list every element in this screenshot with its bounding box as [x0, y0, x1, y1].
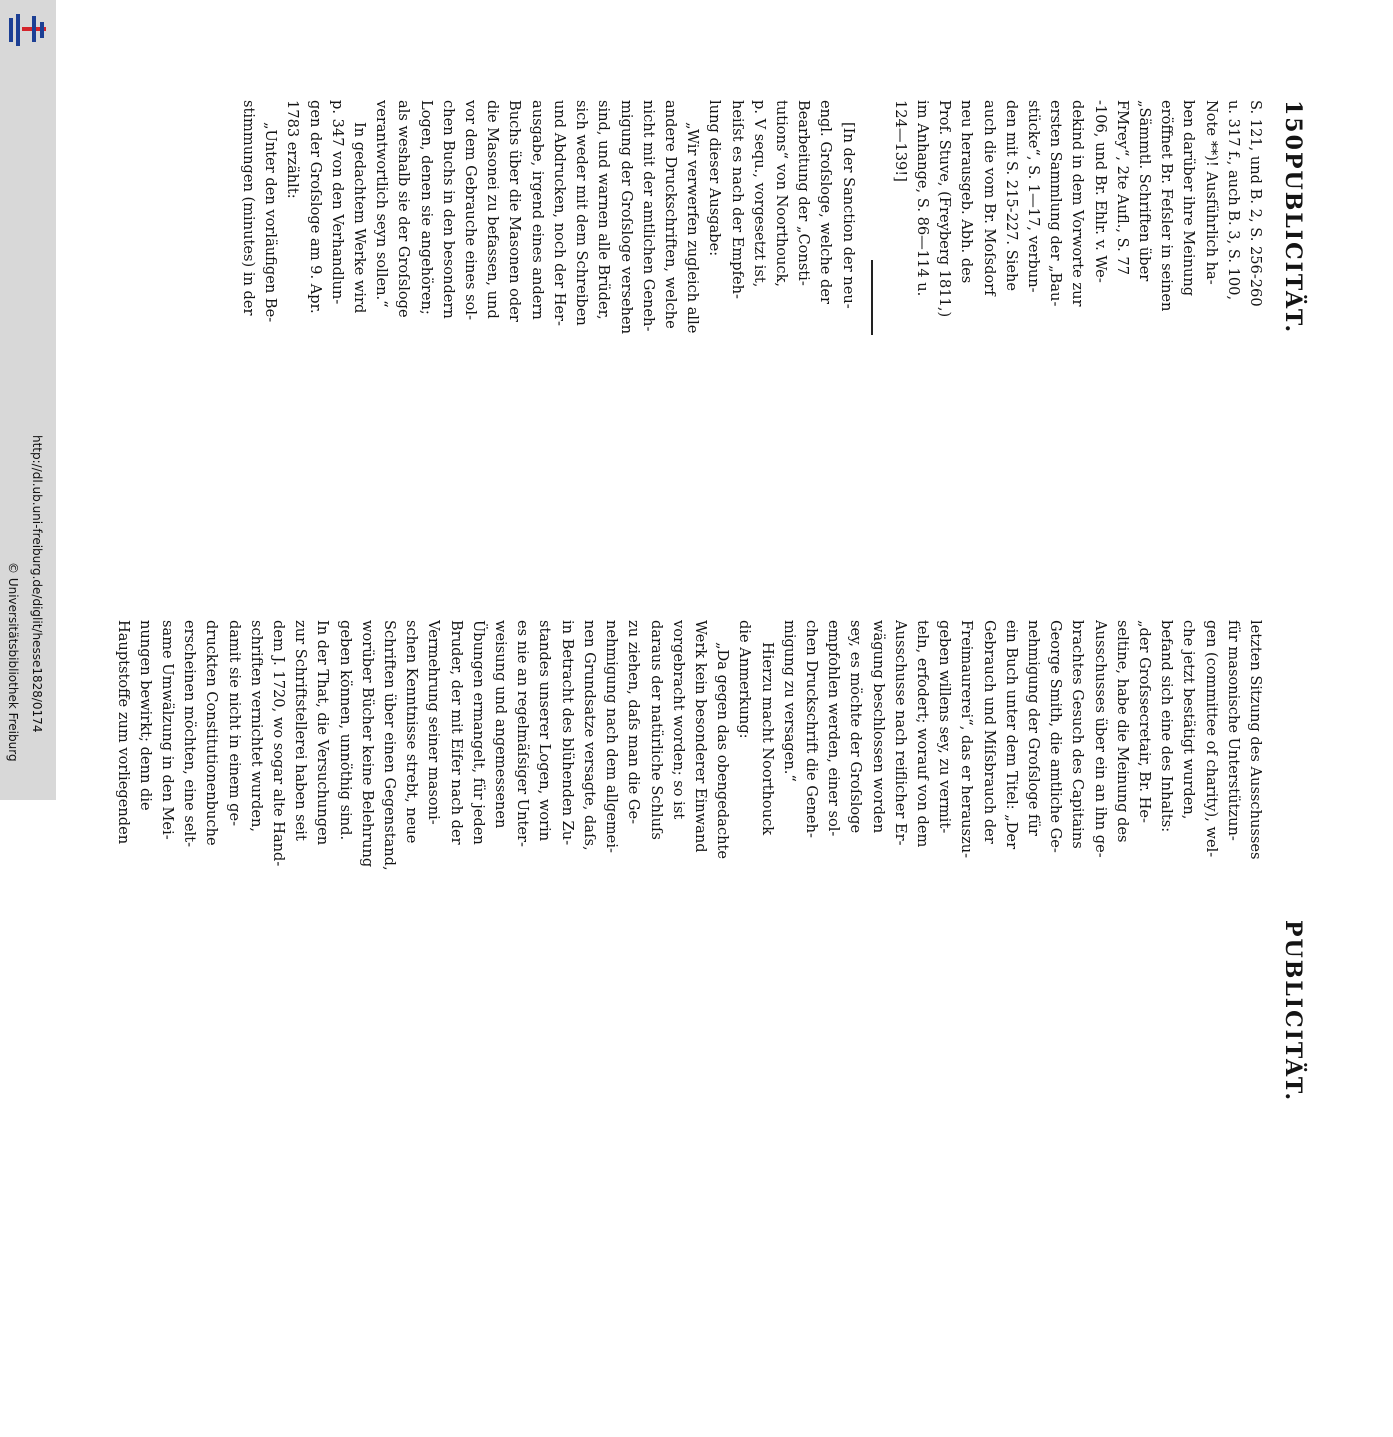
text-line: Freimaurerei“, das er herauszu- [958, 620, 976, 859]
running-header-right: PUBLICITÄT. [1280, 920, 1306, 1103]
text-line: heiſst es nach der Empfeh- [728, 100, 746, 299]
text-line: p. V sequ., vorgesetzt ist, [750, 100, 768, 288]
text-line: Note **)! Ausführlich ha- [1202, 100, 1220, 285]
left-column-paragraph [889, 100, 1266, 605]
text-line: geben können, unnöthig sind. [336, 620, 354, 841]
text-line: tutions“ von Noorthouck, [772, 100, 790, 288]
text-line: Logen, denen sie angehören; [417, 100, 435, 315]
text-line: „der Groſssecretair, Br. He- [1135, 620, 1153, 823]
text-line: Ausschusse nach reiflicher Er- [891, 620, 909, 846]
text-line: dem J. 1720, wo sogar alte Hand- [270, 620, 288, 867]
text-line: chen Buchs in den besondern [439, 100, 457, 319]
text-line: druckten Constitutionenbuche [203, 620, 221, 846]
text-line: im Anhange, S. 86—114 u. [913, 100, 931, 297]
text-line: empfohlen werden, einer sol- [825, 620, 843, 837]
text-line: -106, und Br. Ehlr. v. We- [1091, 100, 1109, 283]
text-line: verantwortlich seyn sollen.“ [373, 100, 391, 308]
text-line: Werk kein besonderer Einwand [691, 620, 709, 853]
text-line: In gedachtem Werke wird [351, 122, 369, 314]
text-line: worüber Bücher keine Belehrung [358, 620, 376, 868]
text-line: neu herausgeb. Abh. des [958, 100, 976, 284]
text-line: in Betracht des blühenden Zu- [558, 620, 576, 846]
text-line: die Anmerkung: [736, 620, 754, 739]
text-line: 124—139!] [891, 100, 909, 182]
document-url[interactable]: http://dl.ub.uni-freiburg.de/diglit/hesse1828/0174 [30, 435, 44, 733]
text-line: gen (committee of charity), wel- [1202, 620, 1220, 858]
text-column-left [237, 100, 1266, 605]
text-line: die Masonei zu befassen, und [484, 100, 502, 319]
text-line: S. 121, und B. 2, S. 256-260 [1247, 100, 1264, 307]
text-line: als weshalb sie der Groſsloge [395, 100, 413, 318]
text-line: sich weder mit dem Schreiben [573, 100, 591, 326]
scanned-page-viewer[interactable] [56, 0, 1393, 1103]
text-line: teln, erfodert; worauf von dem [913, 620, 931, 848]
text-line: schen Kenntnisse strebt, neue [403, 620, 421, 844]
text-line: stimmungen (minutes) in der [240, 100, 258, 316]
text-line: [In der Sanction der neu- [839, 122, 857, 309]
text-line: Bruder, der mit Eifer nach der [447, 620, 465, 845]
text-line: lung dieser Ausgabe: [706, 100, 724, 257]
text-line: migung der Groſsloge versehen [617, 100, 635, 335]
text-line: stücke“, S. 1—17, verbun- [1024, 100, 1042, 293]
copyright-notice: © Universitätsbibliothek Freiburg [6, 562, 20, 762]
text-line: Gebrauch und Miſsbrauch der [980, 620, 998, 844]
text-line: standes unserer Logen, worin [536, 620, 554, 842]
text-line: „Sämmtl. Schriften über [1135, 100, 1153, 282]
text-line: sey, es möchte der Groſsloge [847, 620, 865, 834]
text-line: nen Grundsatze versagte, daſs, [580, 620, 598, 851]
section-divider [871, 260, 873, 335]
text-line: Ausschusses über ein an ihn ge- [1091, 620, 1109, 858]
text-line: erscheinen möchten, eine selt- [181, 620, 199, 847]
text-line: daraus der natürliche Schluſs [647, 620, 665, 840]
text-line: ein Buch unter dem Titel: „Der [1002, 620, 1020, 850]
text-line: brachtes Gesuch des Capitains [1069, 620, 1087, 849]
text-line: Buchs über die Masonen oder [506, 100, 524, 322]
text-line: Bearbeitung der „Consti- [795, 100, 813, 286]
text-line: weisung und angemessenen [492, 620, 510, 829]
text-line: 1783 erzählt: [284, 100, 302, 199]
text-line: Vermehrung seiner masoni- [425, 620, 443, 825]
text-line: FMrey“, 2te Aufl., S. 77 [1113, 100, 1131, 276]
text-line: für masonische Unterstützun- [1224, 620, 1242, 841]
right-column-text [111, 620, 1266, 1125]
text-line: Prof. Stuve, (Freyberg 1811,) [936, 100, 954, 318]
text-line: vor dem Gebrauche eines sol- [462, 100, 480, 321]
text-line: nehmigung der Groſsloge für [1024, 620, 1042, 836]
text-line: seltine, habe die Meinung des [1113, 620, 1131, 843]
text-line: auch die vom Br. Moſsdorf [980, 100, 998, 296]
text-line: sind, und warnen alle Brüder, [595, 100, 613, 320]
text-line: andere Druckschriften, welche [661, 100, 679, 329]
text-column-right [111, 620, 1266, 1125]
text-line: schriften vernichtet wurden, [247, 620, 265, 833]
text-line: u. 317 f., auch B. 3, S. 100, [1224, 100, 1242, 301]
text-line: ben darüber ihre Meinung [1180, 100, 1198, 297]
text-line: zu ziehen, daſs man die Ge- [625, 620, 643, 825]
text-line: ersten Sammlung der „Bau- [1047, 100, 1065, 307]
text-line: Übungen ermangelt, für jeden [469, 620, 487, 845]
text-line: engl. Groſsloge, welche der [817, 100, 835, 304]
text-line: und Abdrucken, noch der Her- [550, 100, 568, 326]
text-line: „Unter den vorläufigen Be- [262, 122, 280, 323]
text-line: „Da gegen das obengedachte [714, 642, 732, 860]
text-line: zur Schriftstellerei haben seit [292, 620, 310, 841]
text-line: dekind in dem Vorworte zur [1069, 100, 1087, 307]
text-line: George Smith, die amtliche Ge- [1047, 620, 1065, 853]
text-line: chen Druckschrift die Geneh- [802, 620, 820, 838]
page-number: 150 [1280, 100, 1306, 152]
text-line: same Umwälzung in den Mei- [159, 620, 177, 840]
text-line: eröffnet Br. Feſsler in seinen [1158, 100, 1176, 312]
text-line: nehmigung nach dem allgemei- [603, 620, 621, 853]
text-line: wägung beschlossen worden [869, 620, 887, 834]
text-line: es nie an regelmäſsiger Unter- [514, 620, 532, 847]
scanned-page [0, 100, 1308, 1437]
text-line: migung zu versagen.“ [780, 620, 798, 782]
text-line: ausgabe, irgend eines andern [528, 100, 546, 320]
text-line: gen der Groſsloge am 9. Apr. [306, 100, 324, 314]
text-line: nicht mit der amtlichen Geneh- [639, 100, 657, 332]
text-line: Schriften über einen Gegenstand, [381, 620, 399, 871]
left-column-section [237, 100, 859, 605]
running-header-left: PUBLICITÄT. [1280, 152, 1306, 335]
text-line: che jetzt bestätigt wurden, [1180, 620, 1198, 820]
text-line: geben willens sey, zu vermit- [936, 620, 954, 834]
text-line: Hauptstoffe zum vorliegenden [114, 620, 132, 845]
text-line: In der That, die Versuchungen [314, 620, 332, 846]
text-line: p. 347 von den Verhandlun- [328, 100, 346, 305]
text-line: damit sie nicht in einem ge- [225, 620, 243, 827]
text-line: nungen bewirkt; denn die [136, 620, 154, 811]
text-line: vorgebracht worden; so ist [669, 620, 687, 820]
text-line: letzten Sitzung des Ausschusses [1247, 620, 1264, 860]
text-line: Hierzu macht Noorthouck [758, 642, 776, 836]
text-line: befand sich eine des Inhalts: [1158, 620, 1176, 833]
digital-library-logo-icon[interactable] [6, 10, 48, 50]
text-line: „Wir verwerfen zugleich alle [684, 122, 702, 334]
text-line: den mit S. 215-227. Siehe [1002, 100, 1020, 292]
